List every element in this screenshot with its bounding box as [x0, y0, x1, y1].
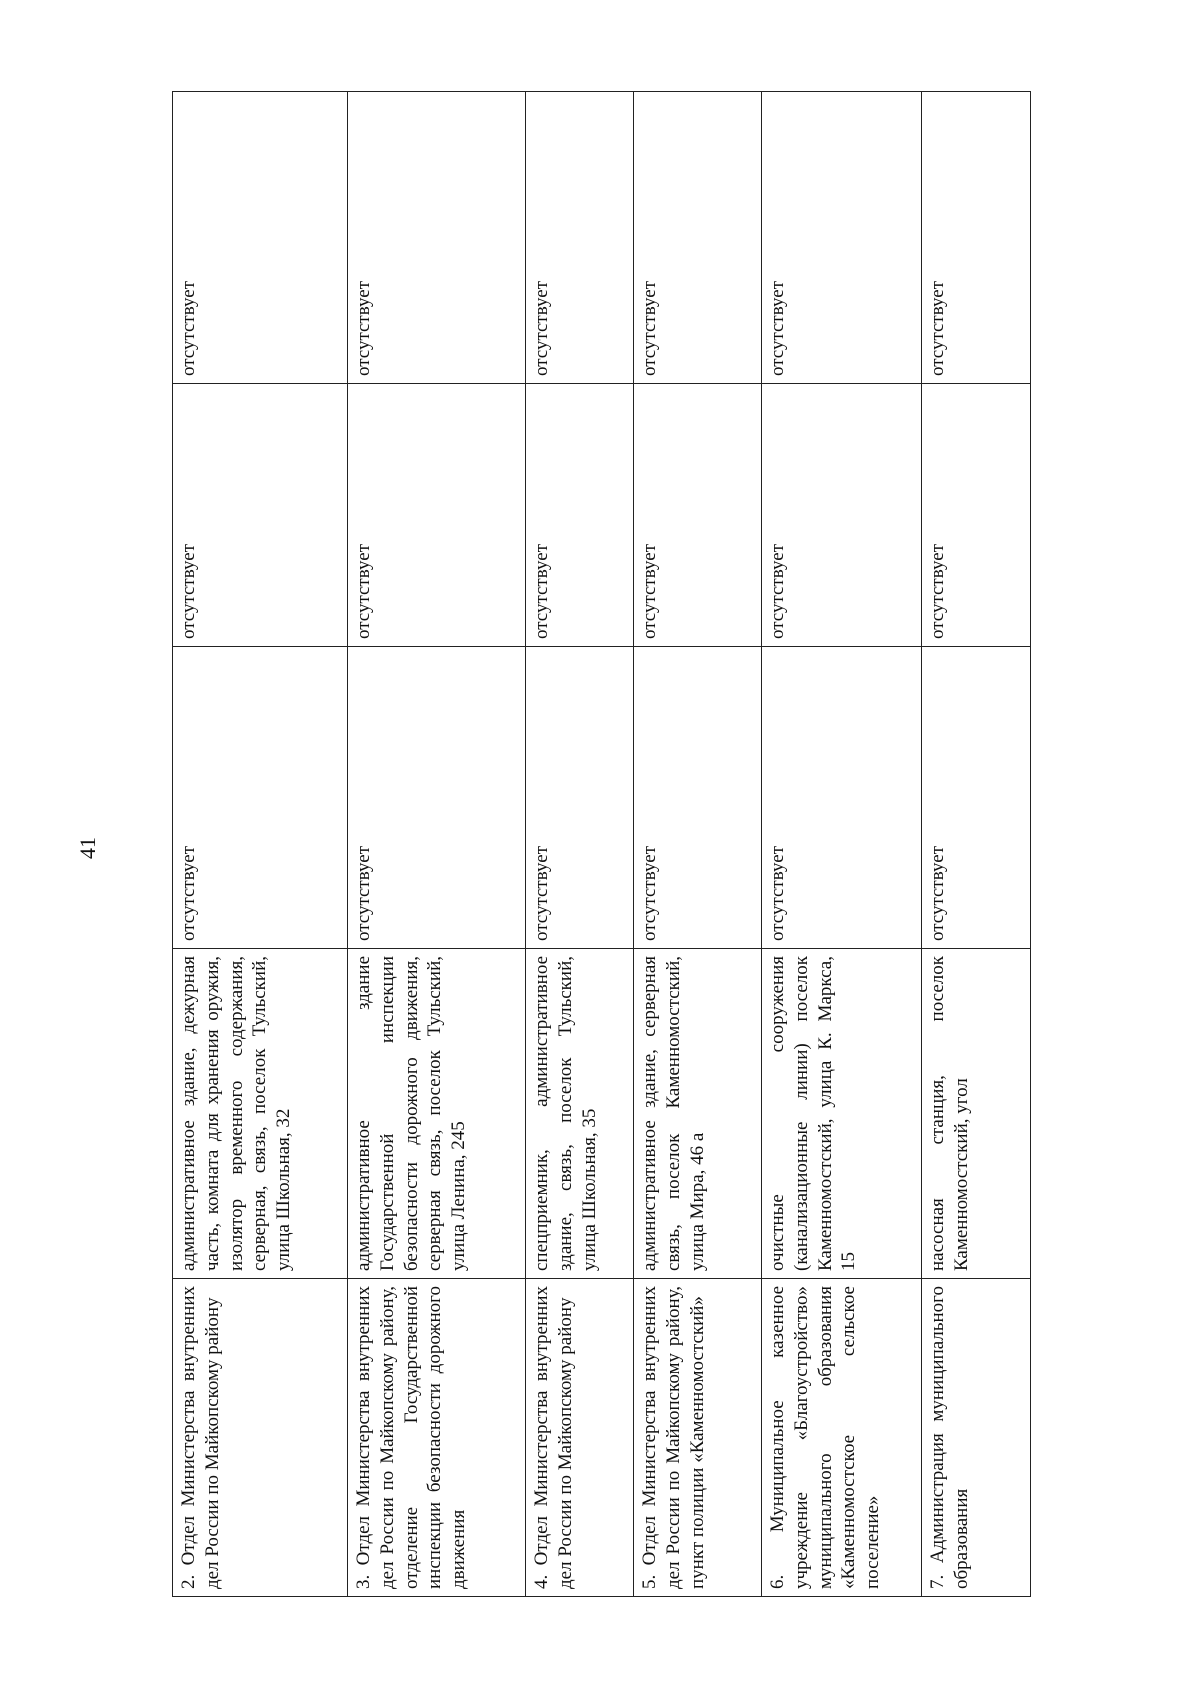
- value-cell: отсутствует: [762, 92, 922, 384]
- value-cell: отсутствует: [173, 647, 348, 949]
- table-row: [173, 92, 348, 1597]
- table-row: [348, 92, 526, 1597]
- value-cell: отсутствует: [634, 92, 762, 384]
- value-cell: отсутствует: [348, 647, 526, 949]
- value-cell: отсутствует: [526, 647, 634, 949]
- organization-cell: 4. Отдел Министерства внутренних дел России по Майкопскому району: [526, 1279, 634, 1597]
- object-address-cell: административное здание Государственной инспекции безопасности дорожного движения, серверная связь, поселок Тульский, улица Ленина, 245: [348, 949, 526, 1279]
- table-row: [922, 92, 1031, 1597]
- value-cell: отсутствует: [922, 647, 1031, 949]
- organization-cell: 7. Администрация муниципального образования: [922, 1279, 1031, 1597]
- value-cell: отсутствует: [348, 384, 526, 647]
- table-row: [634, 92, 762, 1597]
- table-row: [526, 92, 634, 1597]
- organization-cell: 3. Отдел Министерства внутренних дел России по Майкопскому району, отделение Государственной инспекции безопасности дорожного движения: [348, 1279, 526, 1597]
- object-address-cell: насосная станция, поселок Каменномостский, угол: [922, 949, 1031, 1279]
- facilities-table: [172, 91, 1031, 1597]
- value-cell: отсутствует: [922, 92, 1031, 384]
- object-address-cell: спецприемник, административное здание, связь, поселок Тульский, улица Школьная, 35: [526, 949, 634, 1279]
- value-cell: отсутствует: [634, 647, 762, 949]
- organization-cell: 5. Отдел Министерства внутренних дел России по Майкопскому району, пункт полиции «Каменномостский»: [634, 1279, 762, 1597]
- value-cell: отсутствует: [173, 92, 348, 384]
- organization-cell: 6. Муниципальное казенное учреждение «Благоустройство» муниципального образования «Каменномостское сельское поселение»: [762, 1279, 922, 1597]
- object-address-cell: административное здание, серверная связь, поселок Каменномостский, улица Мира, 46 а: [634, 949, 762, 1279]
- page-number: 41: [75, 837, 100, 859]
- value-cell: отсутствует: [634, 384, 762, 647]
- table-row: [762, 92, 922, 1597]
- value-cell: отсутствует: [526, 384, 634, 647]
- value-cell: отсутствует: [762, 647, 922, 949]
- object-address-cell: административное здание, дежурная часть, комната для хранения оружия, изолятор временного содержания, серверная, связь, поселок Тульский, улица Школьная, 32: [173, 949, 348, 1279]
- value-cell: отсутствует: [762, 384, 922, 647]
- value-cell: отсутствует: [526, 92, 634, 384]
- object-address-cell: очистные сооружения (канализационные линии) поселок Каменномостский, улица К. Маркса, 15: [762, 949, 922, 1279]
- rotated-table-container: [172, 92, 1030, 1597]
- organization-cell: 2. Отдел Министерства внутренних дел России по Майкопскому району: [173, 1279, 348, 1597]
- value-cell: отсутствует: [173, 384, 348, 647]
- value-cell: отсутствует: [922, 384, 1031, 647]
- value-cell: отсутствует: [348, 92, 526, 384]
